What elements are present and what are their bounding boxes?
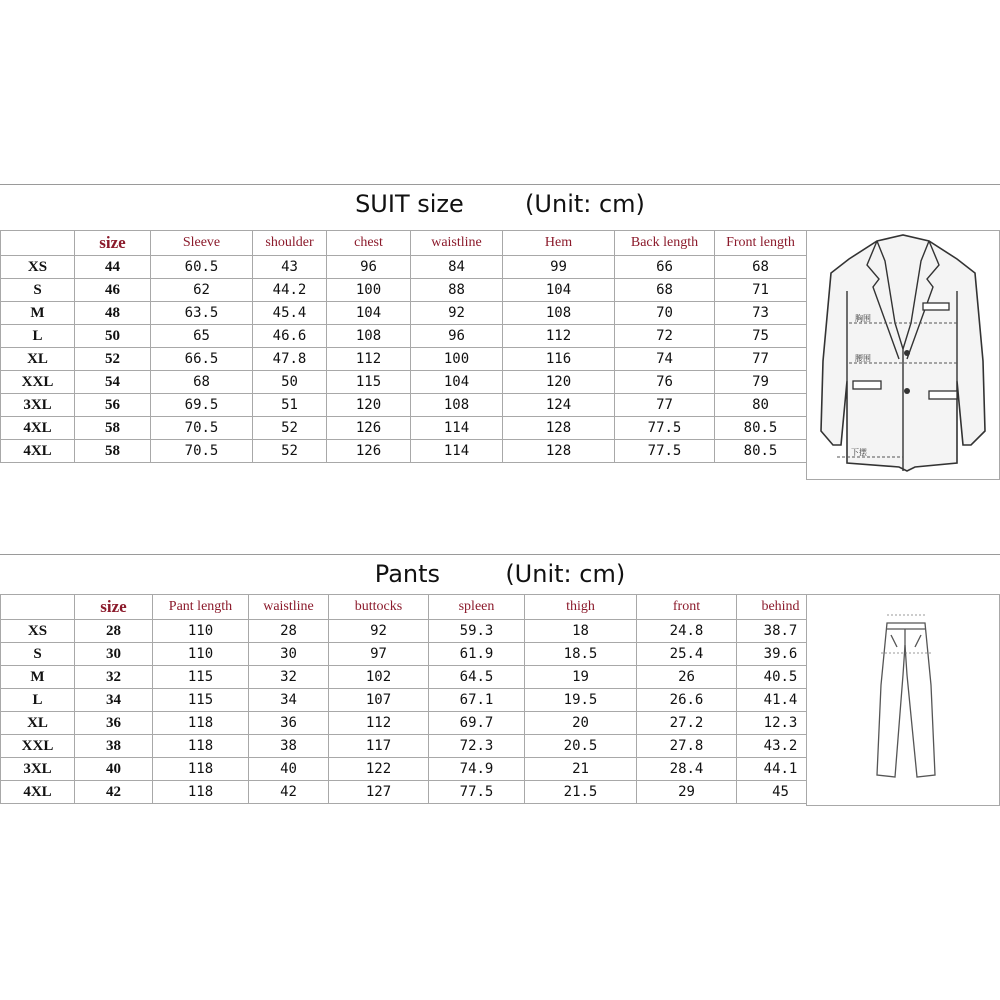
pants-size-number-cell: 42: [75, 781, 153, 804]
suit-measurement-cell: 99: [503, 256, 615, 279]
suit-measurement-cell: 108: [327, 325, 411, 348]
suit-header-cell: shoulder: [253, 231, 327, 256]
pants-measurement-cell: 38.7: [737, 620, 825, 643]
pants-measurement-cell: 72.3: [429, 735, 525, 758]
pants-size-number-cell: 32: [75, 666, 153, 689]
pants-measurement-cell: 40: [249, 758, 329, 781]
pants-measurement-cell: 118: [153, 712, 249, 735]
pants-title: Pants: [374, 560, 441, 588]
pants-header-cell: spleen: [429, 595, 525, 620]
suit-measurement-cell: 51: [253, 394, 327, 417]
suit-measurement-cell: 46.6: [253, 325, 327, 348]
pants-measurement-cell: 107: [329, 689, 429, 712]
suit-measurement-cell: 100: [327, 279, 411, 302]
suit-measurement-cell: 88: [411, 279, 503, 302]
suit-size-table: [0, 230, 807, 463]
suit-measurement-cell: 77: [715, 348, 807, 371]
suit-header-cell: Front length: [715, 231, 807, 256]
pants-header-cell: behind: [737, 595, 825, 620]
pants-measurement-cell: 27.2: [637, 712, 737, 735]
pants-measurement-cell: 28: [249, 620, 329, 643]
suit-measurement-cell: 112: [327, 348, 411, 371]
suit-measurement-cell: 120: [503, 371, 615, 394]
pants-size-number-cell: 30: [75, 643, 153, 666]
pants-table-row: [1, 781, 825, 804]
pants-measurement-cell: 117: [329, 735, 429, 758]
suit-size-label-cell: XXL: [1, 371, 75, 394]
suit-measurement-cell: 128: [503, 440, 615, 463]
suit-measurement-cell: 69.5: [151, 394, 253, 417]
suit-size-label-cell: 3XL: [1, 394, 75, 417]
suit-measurement-cell: 72: [615, 325, 715, 348]
pants-table-row: [1, 712, 825, 735]
suit-measurement-cell: 126: [327, 440, 411, 463]
pants-size-label-cell: XXL: [1, 735, 75, 758]
suit-measurement-cell: 44.2: [253, 279, 327, 302]
pants-measurement-cell: 127: [329, 781, 429, 804]
pants-measurement-cell: 18: [525, 620, 637, 643]
chest-label: 胸围: [855, 314, 871, 323]
pants-measurement-cell: 110: [153, 620, 249, 643]
pants-measurement-cell: 21: [525, 758, 637, 781]
suit-table-row: [1, 417, 807, 440]
pants-header-cell: thigh: [525, 595, 637, 620]
suit-jacket-picture: [806, 230, 1000, 480]
suit-measurement-cell: 128: [503, 417, 615, 440]
suit-measurement-cell: 80.5: [715, 440, 807, 463]
suit-size-label-cell: L: [1, 325, 75, 348]
pants-measurement-cell: 24.8: [637, 620, 737, 643]
suit-unit: (Unit: cm): [525, 190, 645, 218]
suit-table-row: [1, 256, 807, 279]
suit-table-row: [1, 302, 807, 325]
suit-size-number-cell: 52: [75, 348, 151, 371]
suit-measurement-cell: 104: [503, 279, 615, 302]
pants-measurement-cell: 112: [329, 712, 429, 735]
pants-measurement-cell: 115: [153, 666, 249, 689]
pants-measurement-cell: 64.5: [429, 666, 525, 689]
hem-label: 下摆: [851, 448, 867, 457]
pants-measurement-cell: 34: [249, 689, 329, 712]
suit-measurement-cell: 68: [151, 371, 253, 394]
pants-measurement-cell: 38: [249, 735, 329, 758]
suit-size-number-cell: 58: [75, 417, 151, 440]
suit-top-rule: [0, 184, 1000, 185]
pants-size-label-cell: 3XL: [1, 758, 75, 781]
pants-measurement-cell: 30: [249, 643, 329, 666]
pants-measurement-cell: 32: [249, 666, 329, 689]
suit-size-label-cell: 4XL: [1, 440, 75, 463]
pants-measurement-cell: 18.5: [525, 643, 637, 666]
suit-size-number-cell: 56: [75, 394, 151, 417]
suit-measurement-cell: 77: [615, 394, 715, 417]
pants-measurement-cell: 41.4: [737, 689, 825, 712]
pants-table-row: [1, 643, 825, 666]
suit-measurement-cell: 60.5: [151, 256, 253, 279]
suit-measurement-cell: 43: [253, 256, 327, 279]
suit-measurement-cell: 68: [615, 279, 715, 302]
suit-measurement-cell: 71: [715, 279, 807, 302]
pants-measurement-cell: 42: [249, 781, 329, 804]
suit-measurement-cell: 80.5: [715, 417, 807, 440]
pants-table-row: [1, 735, 825, 758]
suit-corner-cell: [1, 231, 75, 256]
suit-measurement-cell: 104: [411, 371, 503, 394]
suit-measurement-cell: 73: [715, 302, 807, 325]
suit-table-row: [1, 440, 807, 463]
suit-measurement-cell: 84: [411, 256, 503, 279]
suit-measurement-cell: 70.5: [151, 417, 253, 440]
pants-measurement-cell: 59.3: [429, 620, 525, 643]
suit-measurement-cell: 116: [503, 348, 615, 371]
pants-measurement-cell: 26.6: [637, 689, 737, 712]
suit-size-label-cell: 4XL: [1, 417, 75, 440]
suit-size-label-cell: M: [1, 302, 75, 325]
pants-measurement-cell: 45: [737, 781, 825, 804]
pants-header-cell: Pant length: [153, 595, 249, 620]
pants-measurement-cell: 27.8: [637, 735, 737, 758]
waist-label: 腰围: [855, 354, 871, 363]
suit-measurement-cell: 96: [411, 325, 503, 348]
pants-size-number-cell: 28: [75, 620, 153, 643]
pants-measurement-cell: 25.4: [637, 643, 737, 666]
pants-corner-cell: [1, 595, 75, 620]
pants-table-row: [1, 689, 825, 712]
suit-measurement-cell: 70: [615, 302, 715, 325]
suit-size-number-cell: 46: [75, 279, 151, 302]
suit-measurement-cell: 108: [411, 394, 503, 417]
pants-header-cell: front: [637, 595, 737, 620]
pants-measurement-cell: 19: [525, 666, 637, 689]
suit-table-row: [1, 371, 807, 394]
suit-title-row: [0, 190, 1000, 218]
pants-size-label-cell: XL: [1, 712, 75, 735]
pants-measurement-cell: 20: [525, 712, 637, 735]
pants-picture: [806, 594, 1000, 806]
suit-title: SUIT size: [355, 190, 464, 218]
suit-header-cell: Hem: [503, 231, 615, 256]
suit-measurement-cell: 126: [327, 417, 411, 440]
suit-header-cell: Sleeve: [151, 231, 253, 256]
pants-unit: (Unit: cm): [505, 560, 626, 588]
suit-measurement-cell: 68: [715, 256, 807, 279]
suit-measurement-cell: 63.5: [151, 302, 253, 325]
suit-measurement-cell: 104: [327, 302, 411, 325]
suit-measurement-cell: 96: [327, 256, 411, 279]
pants-measurement-cell: 110: [153, 643, 249, 666]
suit-measurement-cell: 120: [327, 394, 411, 417]
pants-measurement-cell: 39.6: [737, 643, 825, 666]
suit-measurement-cell: 124: [503, 394, 615, 417]
pants-measurement-cell: 92: [329, 620, 429, 643]
pants-measurement-cell: 21.5: [525, 781, 637, 804]
suit-measurement-cell: 47.8: [253, 348, 327, 371]
pants-size-label-cell: XS: [1, 620, 75, 643]
pants-size-table: [0, 594, 825, 804]
pants-size-number-cell: 34: [75, 689, 153, 712]
pants-top-rule: [0, 554, 1000, 555]
pants-measurement-cell: 20.5: [525, 735, 637, 758]
suit-table-row: [1, 325, 807, 348]
pants-measurement-cell: 43.2: [737, 735, 825, 758]
pants-size-number-cell: 38: [75, 735, 153, 758]
pants-measurement-cell: 29: [637, 781, 737, 804]
pants-measurement-cell: 77.5: [429, 781, 525, 804]
suit-table-row: [1, 348, 807, 371]
suit-measurement-cell: 114: [411, 417, 503, 440]
pants-measurement-cell: 26: [637, 666, 737, 689]
pants-size-label-cell: S: [1, 643, 75, 666]
pants-header-cell: waistline: [249, 595, 329, 620]
pants-measurement-cell: 44.1: [737, 758, 825, 781]
suit-measurement-cell: 112: [503, 325, 615, 348]
suit-header-cell: Back length: [615, 231, 715, 256]
pants-measurement-cell: 61.9: [429, 643, 525, 666]
pants-size-label-cell: 4XL: [1, 781, 75, 804]
suit-jacket-diagram-icon: [807, 231, 999, 479]
pants-measurement-cell: 118: [153, 735, 249, 758]
suit-header-cell: size: [75, 231, 151, 256]
pants-measurement-cell: 115: [153, 689, 249, 712]
pants-measurement-cell: 19.5: [525, 689, 637, 712]
pants-measurement-cell: 28.4: [637, 758, 737, 781]
suit-header-cell: chest: [327, 231, 411, 256]
suit-measurement-cell: 52: [253, 417, 327, 440]
suit-measurement-cell: 80: [715, 394, 807, 417]
suit-measurement-cell: 92: [411, 302, 503, 325]
pants-size-number-cell: 40: [75, 758, 153, 781]
pants-measurement-cell: 67.1: [429, 689, 525, 712]
suit-size-number-cell: 50: [75, 325, 151, 348]
suit-header-row: [1, 231, 807, 256]
trousers-diagram-icon: [807, 595, 999, 805]
suit-size-label-cell: XS: [1, 256, 75, 279]
pants-size-number-cell: 36: [75, 712, 153, 735]
suit-measurement-cell: 70.5: [151, 440, 253, 463]
suit-header-cell: waistline: [411, 231, 503, 256]
pants-table-row: [1, 758, 825, 781]
suit-measurement-cell: 114: [411, 440, 503, 463]
suit-measurement-cell: 50: [253, 371, 327, 394]
suit-measurement-cell: 74: [615, 348, 715, 371]
suit-size-number-cell: 48: [75, 302, 151, 325]
suit-measurement-cell: 115: [327, 371, 411, 394]
pants-measurement-cell: 36: [249, 712, 329, 735]
suit-measurement-cell: 52: [253, 440, 327, 463]
suit-size-number-cell: 58: [75, 440, 151, 463]
suit-measurement-cell: 79: [715, 371, 807, 394]
suit-measurement-cell: 77.5: [615, 417, 715, 440]
suit-measurement-cell: 65: [151, 325, 253, 348]
pants-measurement-cell: 74.9: [429, 758, 525, 781]
suit-measurement-cell: 45.4: [253, 302, 327, 325]
pants-size-label-cell: M: [1, 666, 75, 689]
pants-table-row: [1, 620, 825, 643]
pants-measurement-cell: 97: [329, 643, 429, 666]
pants-table-row: [1, 666, 825, 689]
suit-size-number-cell: 54: [75, 371, 151, 394]
pants-measurement-cell: 102: [329, 666, 429, 689]
suit-size-label-cell: XL: [1, 348, 75, 371]
pants-measurement-cell: 118: [153, 758, 249, 781]
pants-header-cell: size: [75, 595, 153, 620]
pants-size-label-cell: L: [1, 689, 75, 712]
suit-size-label-cell: S: [1, 279, 75, 302]
pants-measurement-cell: 122: [329, 758, 429, 781]
pants-measurement-cell: 40.5: [737, 666, 825, 689]
pants-header-row: [1, 595, 825, 620]
pants-title-row: [0, 560, 1000, 588]
suit-measurement-cell: 77.5: [615, 440, 715, 463]
suit-measurement-cell: 100: [411, 348, 503, 371]
suit-size-number-cell: 44: [75, 256, 151, 279]
pants-measurement-cell: 118: [153, 781, 249, 804]
pants-header-cell: buttocks: [329, 595, 429, 620]
suit-measurement-cell: 66.5: [151, 348, 253, 371]
suit-measurement-cell: 75: [715, 325, 807, 348]
suit-table-row: [1, 394, 807, 417]
suit-measurement-cell: 76: [615, 371, 715, 394]
suit-measurement-cell: 108: [503, 302, 615, 325]
pants-measurement-cell: 69.7: [429, 712, 525, 735]
suit-measurement-cell: 66: [615, 256, 715, 279]
suit-measurement-cell: 62: [151, 279, 253, 302]
pants-measurement-cell: 12.3: [737, 712, 825, 735]
suit-table-row: [1, 279, 807, 302]
